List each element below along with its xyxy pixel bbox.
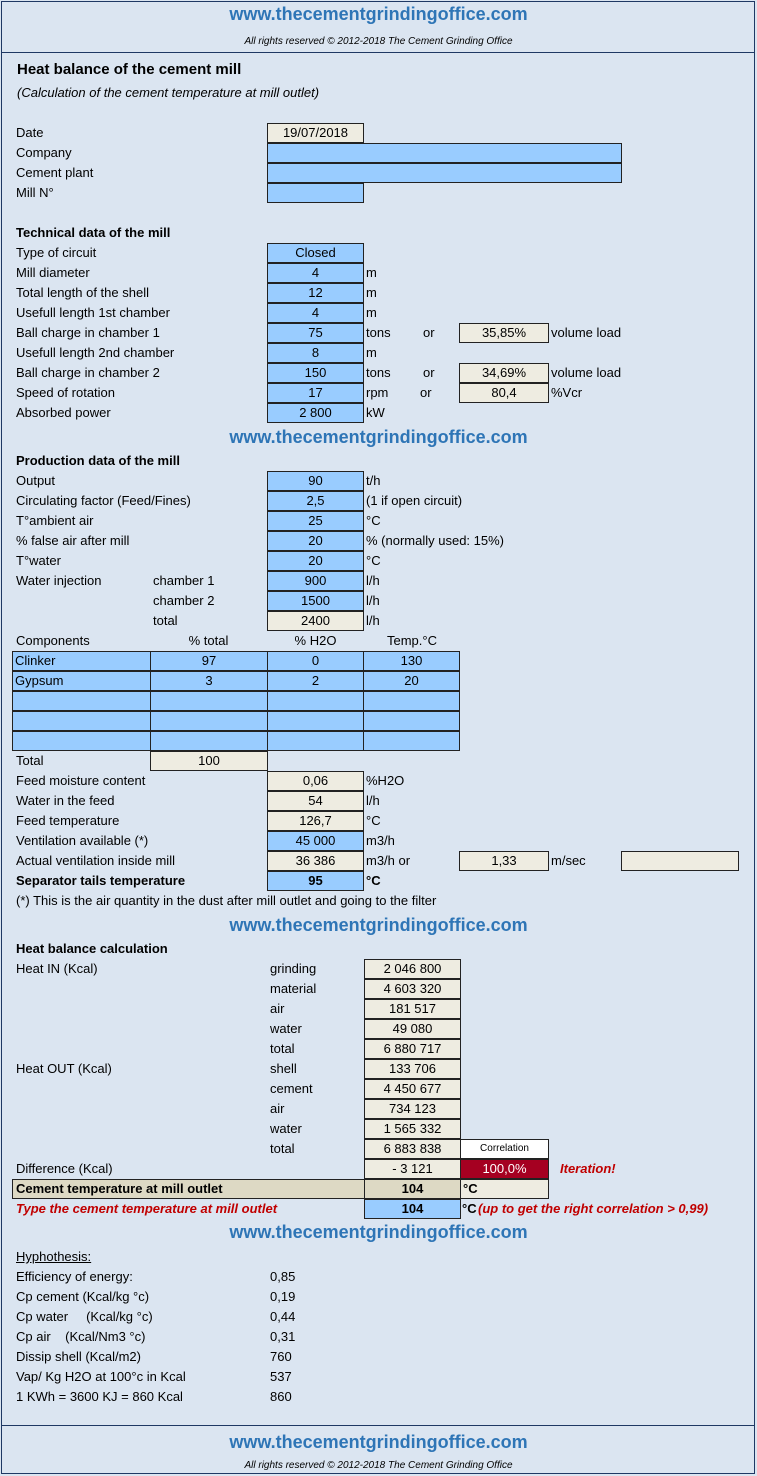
tech-unit: rpm xyxy=(366,385,389,400)
page-subtitle: (Calculation of the cement temperature at mill outlet) xyxy=(17,85,320,100)
tech-label: Type of circuit xyxy=(16,245,97,260)
component-h2o-field[interactable] xyxy=(267,691,364,711)
plant-label: Cement plant xyxy=(16,165,94,180)
site-link[interactable]: www.thecementgrindingoffice.com xyxy=(229,1222,528,1242)
date-label: Date xyxy=(16,125,44,140)
hypothesis-value: 0,31 xyxy=(270,1329,296,1344)
hypothesis-label: Cp cement (Kcal/kg °c) xyxy=(16,1289,150,1304)
air-speed-value: 1,33 xyxy=(459,851,549,871)
feed-water-unit: l/h xyxy=(366,793,380,808)
separator-label: Separator tails temperature xyxy=(16,873,186,888)
divider xyxy=(1,52,755,53)
prod-value-field[interactable]: 25 xyxy=(267,511,364,531)
prod-unit: % (normally used: 15%) xyxy=(366,533,504,548)
hypothesis-value: 0,19 xyxy=(270,1289,296,1304)
component-name-field[interactable] xyxy=(12,691,151,711)
vcr-value: 80,4 xyxy=(459,383,549,403)
date-field[interactable]: 19/07/2018 xyxy=(267,123,364,143)
hypothesis-label: Cp water (Kcal/kg °c) xyxy=(16,1309,153,1324)
actual-vent-value: 36 386 xyxy=(267,851,364,871)
prod-unit: t/h xyxy=(366,473,381,488)
heat-in-item-label: water xyxy=(270,1021,302,1036)
component-name-field[interactable] xyxy=(12,711,151,731)
component-total-field[interactable]: 3 xyxy=(150,671,268,691)
rights-top: All rights reserved © 2012-2018 The Cement Grinding Office xyxy=(244,36,513,47)
volume-load-1-unit: volume load xyxy=(551,325,622,340)
tech-unit: tons xyxy=(366,365,391,380)
hypothesis-heading: Hyphothesis: xyxy=(16,1249,92,1264)
component-h2o-field[interactable] xyxy=(267,731,364,751)
heat-out-item-value: 1 565 332 xyxy=(364,1119,461,1139)
or-label: or xyxy=(420,385,432,400)
correlation-label: Correlation xyxy=(460,1139,549,1159)
pct-total-header: % total xyxy=(188,633,229,648)
mill-label: Mill N° xyxy=(16,185,54,200)
tech-label: Total length of the shell xyxy=(16,285,149,300)
tech-value-field[interactable]: 4 xyxy=(267,263,364,283)
heat-out-item-label: air xyxy=(270,1101,285,1116)
type-temp-note: (up to get the right correlation > 0,99) xyxy=(478,1201,709,1216)
heat-in-item-value: 2 046 800 xyxy=(364,959,461,979)
heat-heading: Heat balance calculation xyxy=(16,941,168,956)
hypothesis-label: Vap/ Kg H2O at 100°c in Kcal xyxy=(16,1369,186,1384)
total-water-label: total xyxy=(153,613,178,628)
tech-value-field[interactable]: 8 xyxy=(267,343,364,363)
tech-label: Absorbed power xyxy=(16,405,111,420)
hypothesis-value: 0,85 xyxy=(270,1269,296,1284)
actual-vent-unit: m3/h or xyxy=(366,853,411,868)
chamber1-water-field[interactable]: 900 xyxy=(267,571,364,591)
temp-header: Temp.°C xyxy=(387,633,437,648)
components-total-value: 100 xyxy=(150,751,268,771)
tech-heading: Technical data of the mill xyxy=(16,225,171,240)
heat-out-item-label: total xyxy=(270,1141,295,1156)
tech-unit: m xyxy=(366,265,377,280)
feed-moisture-label: Feed moisture content xyxy=(16,773,146,788)
tech-unit: m xyxy=(366,285,377,300)
tech-value-field[interactable]: 4 xyxy=(267,303,364,323)
heat-in-label: Heat IN (Kcal) xyxy=(16,961,98,976)
feed-water-label: Water in the feed xyxy=(16,793,115,808)
hypothesis-value: 0,44 xyxy=(270,1309,296,1324)
component-total-field[interactable] xyxy=(150,711,268,731)
prod-label: T°water xyxy=(16,553,61,568)
heat-in-item-label: total xyxy=(270,1041,295,1056)
tech-value-field[interactable]: Closed xyxy=(267,243,364,263)
tech-unit: m xyxy=(366,345,377,360)
ventilation-unit: m3/h xyxy=(366,833,395,848)
pct-h2o-header: % H2O xyxy=(294,633,337,648)
feed-temp-value: 126,7 xyxy=(267,811,364,831)
hypothesis-value: 860 xyxy=(270,1389,292,1404)
mill-field[interactable] xyxy=(267,183,364,203)
prod-unit: °C xyxy=(366,513,381,528)
tech-unit: kW xyxy=(366,405,385,420)
prod-label: Circulating factor (Feed/Fines) xyxy=(16,493,191,508)
air-speed-unit: m/sec xyxy=(551,853,586,868)
correlation-value: 100,0% xyxy=(460,1159,549,1179)
lh-unit: l/h xyxy=(366,573,380,588)
ventilation-label: Ventilation available (*) xyxy=(16,833,149,848)
components-header: Components xyxy=(16,633,90,648)
component-name-field[interactable] xyxy=(12,731,151,751)
prod-label: T°ambient air xyxy=(16,513,94,528)
components-total-label: Total xyxy=(16,753,44,768)
component-temp-field[interactable] xyxy=(363,691,460,711)
volume-load-2-unit: volume load xyxy=(551,365,622,380)
water-injection-label: Water injection xyxy=(16,573,102,588)
chamber2-water-field[interactable]: 1500 xyxy=(267,591,364,611)
feed-temp-unit: °C xyxy=(366,813,381,828)
tech-value-field[interactable]: 75 xyxy=(267,323,364,343)
heat-in-item-value: 49 080 xyxy=(364,1019,461,1039)
component-h2o-field[interactable]: 2 xyxy=(267,671,364,691)
type-temp-unit: °C xyxy=(462,1201,477,1216)
tech-value-field[interactable]: 2 800 xyxy=(267,403,364,423)
heat-out-label: Heat OUT (Kcal) xyxy=(16,1061,112,1076)
site-link-top[interactable]: www.thecementgrindingoffice.com xyxy=(229,4,528,24)
hypothesis-value: 537 xyxy=(270,1369,292,1384)
chamber2-label: chamber 2 xyxy=(153,593,215,608)
heat-in-item-value: 6 880 717 xyxy=(364,1039,461,1059)
ventilation-field[interactable]: 45 000 xyxy=(267,831,364,851)
heat-out-item-value: 4 450 677 xyxy=(364,1079,461,1099)
heat-out-item-label: water xyxy=(270,1121,302,1136)
lh-unit: l/h xyxy=(366,593,380,608)
cement-temp-input[interactable]: 104 xyxy=(364,1199,461,1219)
difference-value: - 3 121 xyxy=(364,1159,461,1179)
component-temp-field[interactable] xyxy=(363,731,460,751)
iteration-flag: Iteration! xyxy=(560,1161,616,1176)
site-link[interactable]: www.thecementgrindingoffice.com xyxy=(229,915,528,935)
prod-value-field[interactable]: 20 xyxy=(267,531,364,551)
extra-field xyxy=(621,851,739,871)
heat-in-item-label: grinding xyxy=(270,961,317,976)
tech-label: Usefull length 2nd chamber xyxy=(16,345,175,360)
component-h2o-field[interactable]: 0 xyxy=(267,651,364,671)
heat-out-item-label: shell xyxy=(270,1061,297,1076)
lh-unit: l/h xyxy=(366,613,380,628)
vcr-unit: %Vcr xyxy=(551,385,583,400)
heat-in-item-value: 181 517 xyxy=(364,999,461,1019)
heat-in-item-label: air xyxy=(270,1001,285,1016)
ventilation-note: (*) This is the air quantity in the dust after mill outlet and going to the filter xyxy=(16,893,437,908)
feed-moisture-unit: %H2O xyxy=(366,773,405,788)
total-water-value: 2400 xyxy=(267,611,364,631)
tech-value-field[interactable]: 150 xyxy=(267,363,364,383)
tech-unit: tons xyxy=(366,325,391,340)
plant-field[interactable] xyxy=(267,163,622,183)
separator-temp-field[interactable]: 95 xyxy=(267,871,364,891)
component-h2o-field[interactable] xyxy=(267,711,364,731)
prod-label: % false air after mill xyxy=(16,533,130,548)
tech-unit: m xyxy=(366,305,377,320)
component-name-field[interactable]: Clinker xyxy=(12,651,151,671)
hypothesis-label: Cp air (Kcal/Nm3 °c) xyxy=(16,1329,146,1344)
site-link[interactable]: www.thecementgrindingoffice.com xyxy=(229,427,528,447)
heat-in-item-value: 4 603 320 xyxy=(364,979,461,999)
cement-temp-value: 104 xyxy=(364,1179,461,1199)
separator-unit: °C xyxy=(366,873,381,888)
site-link-bottom[interactable]: www.thecementgrindingoffice.com xyxy=(229,1432,528,1452)
rights-bottom: All rights reserved © 2012-2018 The Cement Grinding Office xyxy=(244,1460,513,1471)
hypothesis-label: Dissip shell (Kcal/m2) xyxy=(16,1349,141,1364)
hypothesis-value: 760 xyxy=(270,1349,292,1364)
hypothesis-label: Efficiency of energy: xyxy=(16,1269,133,1284)
tech-label: Usefull length 1st chamber xyxy=(16,305,170,320)
tech-label: Mill diameter xyxy=(16,265,90,280)
component-total-field[interactable]: 97 xyxy=(150,651,268,671)
tech-label: Speed of rotation xyxy=(16,385,116,400)
difference-label: Difference (Kcal) xyxy=(16,1161,113,1176)
company-label: Company xyxy=(16,145,72,160)
or-label: or xyxy=(423,325,435,340)
hypothesis-label: 1 KWh = 3600 KJ = 860 Kcal xyxy=(16,1389,183,1404)
heat-out-item-value: 734 123 xyxy=(364,1099,461,1119)
feed-temp-label: Feed temperature xyxy=(16,813,120,828)
chamber1-label: chamber 1 xyxy=(153,573,215,588)
feed-moisture-value: 0,06 xyxy=(267,771,364,791)
tech-value-field[interactable]: 12 xyxy=(267,283,364,303)
heat-out-item-label: cement xyxy=(270,1081,313,1096)
or-label: or xyxy=(423,365,435,380)
divider xyxy=(1,1425,755,1426)
heat-out-item-value: 6 883 838 xyxy=(364,1139,461,1159)
prod-value-field[interactable]: 20 xyxy=(267,551,364,571)
tech-label: Ball charge in chamber 2 xyxy=(16,365,160,380)
actual-vent-label: Actual ventilation inside mill xyxy=(16,853,175,868)
component-temp-field[interactable] xyxy=(363,711,460,731)
tech-value-field[interactable]: 17 xyxy=(267,383,364,403)
heat-in-item-label: material xyxy=(270,981,317,996)
prod-heading: Production data of the mill xyxy=(16,453,180,468)
heat-out-item-value: 133 706 xyxy=(364,1059,461,1079)
cement-temp-label: Cement temperature at mill outlet xyxy=(16,1181,223,1196)
component-total-field[interactable] xyxy=(150,691,268,711)
prod-unit: (1 if open circuit) xyxy=(366,493,463,508)
component-temp-field[interactable]: 20 xyxy=(363,671,460,691)
prod-value-field[interactable]: 90 xyxy=(267,471,364,491)
prod-unit: °C xyxy=(366,553,381,568)
prod-value-field[interactable]: 2,5 xyxy=(267,491,364,511)
type-temp-label: Type the cement temperature at mill outlet xyxy=(16,1201,278,1216)
volume-load-1: 35,85% xyxy=(459,323,549,343)
page-title: Heat balance of the cement mill xyxy=(17,61,242,78)
cement-temp-unit: °C xyxy=(460,1179,549,1199)
company-field[interactable] xyxy=(267,143,622,163)
component-temp-field[interactable]: 130 xyxy=(363,651,460,671)
tech-label: Ball charge in chamber 1 xyxy=(16,325,160,340)
component-name-field[interactable]: Gypsum xyxy=(12,671,151,691)
prod-label: Output xyxy=(16,473,56,488)
component-total-field[interactable] xyxy=(150,731,268,751)
volume-load-2: 34,69% xyxy=(459,363,549,383)
feed-water-value: 54 xyxy=(267,791,364,811)
